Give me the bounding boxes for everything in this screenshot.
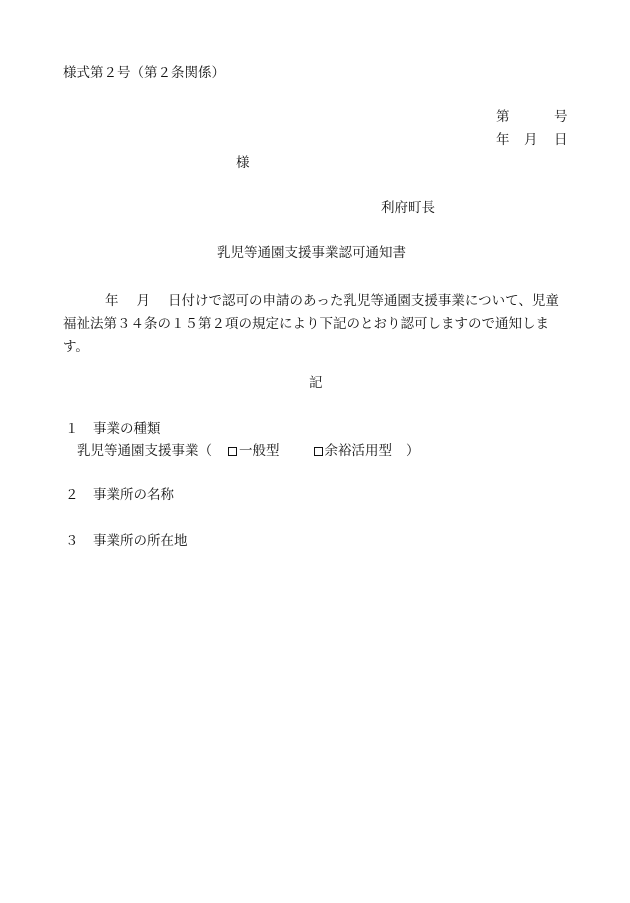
item-label: 事業の種類 [93,421,161,437]
body-month: 月 [136,293,150,309]
form-number-label: 様式第２号（第２条関係） [63,65,225,81]
document-title: 乳児等通園支援事業認可通知書 [217,245,406,261]
general-type-label: 一般型 [239,443,280,459]
item-number: １ [65,421,79,437]
item-label: 事業所の名称 [93,487,174,503]
issuer-name: 利府町長 [381,200,435,216]
item-facility-address [65,535,188,549]
item-label: 事業所の所在地 [93,533,188,549]
document-number-line [496,109,568,125]
body-rest: 日付けで認可の申請のあった乳児等通園支援事業について、児童福祉法第３４条の１５第２項の規定により下記のとおり認可しますので通知します。 [63,293,559,355]
number-suffix: 号 [554,109,568,125]
addressee-suffix: 様 [236,155,250,171]
item-facility-name [65,489,174,503]
body-paragraph [63,290,568,359]
item-number: ３ [65,533,79,549]
surplus-type-label: 余裕活用型 [324,443,392,459]
business-type-options [77,445,420,459]
date-day: 日 [554,132,568,148]
number-prefix: 第 [496,109,510,125]
item-business-type [65,423,161,437]
surplus-type-checkbox[interactable] [314,447,323,456]
general-type-checkbox[interactable] [228,447,237,456]
business-type-suffix: ） [406,443,420,459]
date-month: 月 [524,132,538,148]
date-year: 年 [496,132,510,148]
business-type-prefix: 乳児等通園支援事業（ [77,443,212,459]
item-number: ２ [65,487,79,503]
body-year: 年 [105,293,119,309]
ki-heading: 記 [309,375,323,391]
